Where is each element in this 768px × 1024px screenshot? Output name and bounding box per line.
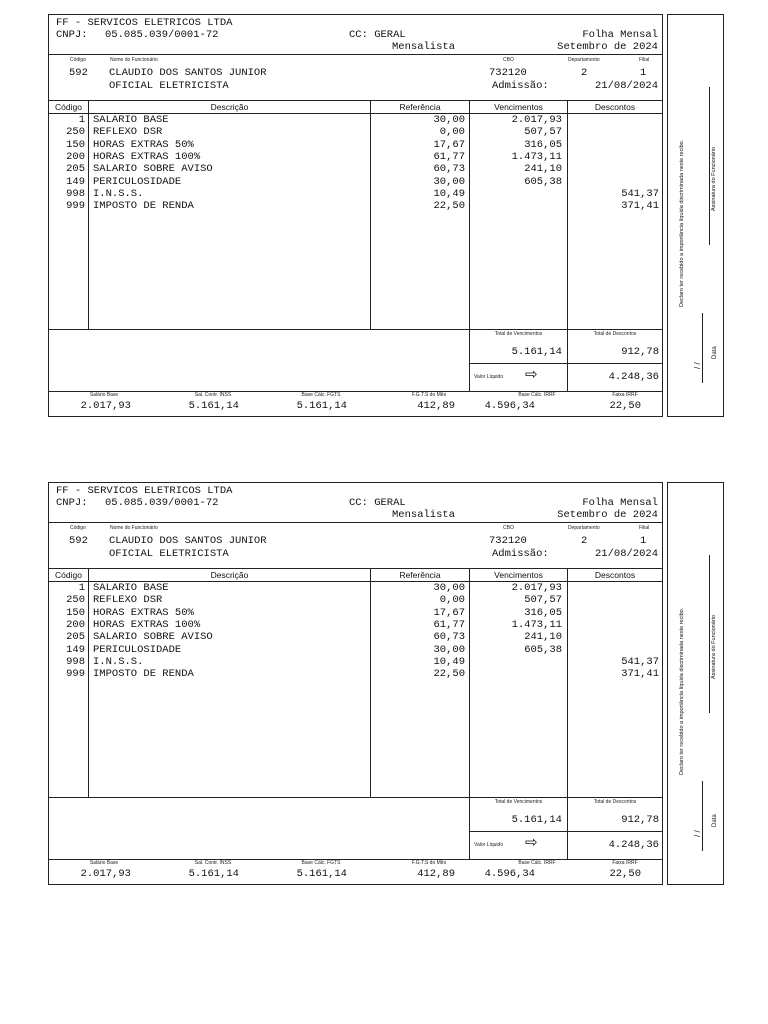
code-label: Código xyxy=(70,525,86,531)
item-ref: 22,50 xyxy=(433,200,465,213)
irrf-base-label: Base Cálc. IRRF xyxy=(518,860,556,866)
item-desc: IMPOSTO DE RENDA xyxy=(93,668,194,681)
payslip-2 xyxy=(48,482,725,885)
employee-type: Mensalista xyxy=(392,41,456,53)
item-ref: 60,73 xyxy=(433,163,465,176)
employee-filial: 1 xyxy=(640,67,647,79)
item-code: 200 xyxy=(66,150,85,163)
total-venc-label: Total de Vencimentos xyxy=(494,799,543,805)
signature-panel xyxy=(667,14,724,417)
irrf-base-value: 4.596,34 xyxy=(484,400,535,412)
employee-filial: 1 xyxy=(640,535,647,547)
signature-label: Assinatura do Funcionário xyxy=(711,147,717,211)
item-desconto: 371,41 xyxy=(621,200,659,213)
item-venc: 2.017,93 xyxy=(511,582,562,594)
total-desc-label: Total de Descontos xyxy=(593,331,637,337)
payslip-main-panel xyxy=(48,14,663,417)
cbo-label: CBO xyxy=(503,57,514,63)
item-desc: I.N.S.S. xyxy=(93,187,144,200)
item-ref: 30,00 xyxy=(433,582,465,594)
fgts-base-value: 5.161,14 xyxy=(296,868,347,880)
col-descontos: Descontos xyxy=(594,102,636,112)
irrf-faixa-label: Faixa IRRF xyxy=(612,860,638,866)
date-label: Data xyxy=(712,346,718,359)
item-venc: 507,57 xyxy=(524,126,562,139)
item-ref: 60,73 xyxy=(433,631,465,644)
item-desc: IMPOSTO DE RENDA xyxy=(93,200,194,213)
employee-dept: 2 xyxy=(581,535,588,547)
item-ref: 61,77 xyxy=(433,618,465,631)
irrf-base-label: Base Cálc. IRRF xyxy=(518,392,556,398)
item-desc: SALARIO BASE xyxy=(93,114,169,126)
company-name: FF - SERVICOS ELETRICOS LTDA xyxy=(56,17,233,29)
fgts-base-label: Base Cálc. FGTS xyxy=(301,860,341,866)
item-ref: 17,67 xyxy=(433,138,465,151)
employee-cbo: 732120 xyxy=(489,67,527,79)
cbo-label: CBO xyxy=(503,525,514,531)
item-ref: 0,00 xyxy=(439,594,465,607)
period: Setembro de 2024 xyxy=(557,41,658,53)
signature-panel xyxy=(667,482,724,885)
arrow-right-icon: ⇨ xyxy=(525,834,538,851)
date-slashes: / / xyxy=(693,830,702,837)
admissao-label: Admissão: xyxy=(492,548,549,560)
inss-label: Sal. Contr. INSS xyxy=(194,860,232,866)
admissao-date: 21/08/2024 xyxy=(594,80,658,92)
item-desc: SALARIO BASE xyxy=(93,582,169,594)
period: Setembro de 2024 xyxy=(557,509,658,521)
item-desc: REFLEXO DSR xyxy=(93,594,163,607)
item-desc: HORAS EXTRAS 50% xyxy=(93,606,194,619)
salario-base-value: 2.017,93 xyxy=(80,868,131,880)
item-venc: 1.473,11 xyxy=(511,618,562,631)
fgts-mes-label: F.G.T.S do Mês xyxy=(411,392,447,398)
total-desc-label: Total de Descontos xyxy=(593,799,637,805)
item-ref: 30,00 xyxy=(433,114,465,126)
total-vencimentos: 5.161,14 xyxy=(511,814,562,826)
item-venc: 241,10 xyxy=(524,163,562,176)
employee-code: 592 xyxy=(69,535,88,547)
employee-dept: 2 xyxy=(581,67,588,79)
item-code: 999 xyxy=(66,200,85,213)
salario-base-value: 2.017,93 xyxy=(80,400,131,412)
item-ref: 10,49 xyxy=(433,187,465,200)
employee-code: 592 xyxy=(69,67,88,79)
payslip-main-panel xyxy=(48,482,663,885)
fgts-base-value: 5.161,14 xyxy=(296,400,347,412)
item-desc: SALARIO SOBRE AVISO xyxy=(93,163,213,176)
item-venc: 2.017,93 xyxy=(511,114,562,126)
item-ref: 22,50 xyxy=(433,668,465,681)
inss-value: 5.161,14 xyxy=(188,400,239,412)
fgts-mes-value: 412,89 xyxy=(417,400,455,412)
item-desconto: 541,37 xyxy=(621,187,659,200)
total-venc-label: Total de Vencimentos xyxy=(494,331,543,337)
col-vencimentos: Vencimentos xyxy=(494,102,543,112)
company-name: FF - SERVICOS ELETRICOS LTDA xyxy=(56,485,233,497)
salario-base-label: Salário Base xyxy=(89,860,119,866)
col-vencimentos: Vencimentos xyxy=(494,570,543,580)
employee-type: Mensalista xyxy=(392,509,456,521)
item-desc: SALARIO SOBRE AVISO xyxy=(93,631,213,644)
item-code: 150 xyxy=(66,138,85,151)
item-desc: PERICULOSIDADE xyxy=(93,175,182,188)
admissao-label: Admissão: xyxy=(492,80,549,92)
item-venc: 1.473,11 xyxy=(511,150,562,163)
irrf-faixa-value: 22,50 xyxy=(609,400,641,412)
fgts-mes-value: 412,89 xyxy=(417,868,455,880)
fgts-base-label: Base Cálc. FGTS xyxy=(301,392,341,398)
cnpj-value: 05.085.039/0001-72 xyxy=(105,29,219,41)
item-code: 149 xyxy=(66,643,85,656)
admissao-date: 21/08/2024 xyxy=(594,548,658,560)
col-referencia: Referência xyxy=(399,570,441,580)
irrf-base-value: 4.596,34 xyxy=(484,868,535,880)
folha-type: Folha Mensal xyxy=(582,29,658,41)
item-venc: 316,05 xyxy=(524,138,562,151)
folha-type: Folha Mensal xyxy=(582,497,658,509)
cnpj-label: CNPJ: xyxy=(56,497,88,509)
fgts-mes-label: F.G.T.S do Mês xyxy=(411,860,447,866)
col-codigo: Código xyxy=(55,570,82,580)
item-code: 205 xyxy=(66,631,85,644)
cnpj-label: CNPJ: xyxy=(56,29,88,41)
item-desconto: 541,37 xyxy=(621,655,659,668)
item-ref: 0,00 xyxy=(439,126,465,139)
filial-label: Filial xyxy=(639,525,650,531)
item-desconto: 371,41 xyxy=(621,668,659,681)
name-label: Nome do Funcionário xyxy=(110,525,158,531)
cost-center: CC: GERAL xyxy=(349,29,406,41)
irrf-faixa-value: 22,50 xyxy=(609,868,641,880)
irrf-faixa-label: Faixa IRRF xyxy=(612,392,638,398)
name-label: Nome do Funcionário xyxy=(110,57,158,63)
item-code: 149 xyxy=(66,175,85,188)
dept-label: Departamento xyxy=(568,57,600,63)
employee-name: CLAUDIO DOS SANTOS JUNIOR xyxy=(109,67,267,79)
employee-role: OFICIAL ELETRICISTA xyxy=(109,548,229,560)
valor-liquido: 4.248,36 xyxy=(608,839,659,851)
total-descontos: 912,78 xyxy=(621,814,659,826)
item-code: 999 xyxy=(66,668,85,681)
item-code: 998 xyxy=(66,187,85,200)
employee-cbo: 732120 xyxy=(489,535,527,547)
item-desc: REFLEXO DSR xyxy=(93,126,163,139)
item-code: 1 xyxy=(78,582,85,594)
item-code: 200 xyxy=(66,618,85,631)
payslip-1 xyxy=(48,14,725,417)
cost-center: CC: GERAL xyxy=(349,497,406,509)
item-venc: 507,57 xyxy=(524,594,562,607)
item-code: 1 xyxy=(78,114,85,126)
item-code: 250 xyxy=(66,126,85,139)
item-venc: 241,10 xyxy=(524,631,562,644)
item-code: 150 xyxy=(66,606,85,619)
total-vencimentos: 5.161,14 xyxy=(511,346,562,358)
item-code: 250 xyxy=(66,594,85,607)
salario-base-label: Salário Base xyxy=(89,392,119,398)
item-desc: I.N.S.S. xyxy=(93,655,144,668)
col-descricao: Descrição xyxy=(210,102,249,112)
item-venc: 605,38 xyxy=(524,643,562,656)
cnpj-value: 05.085.039/0001-72 xyxy=(105,497,219,509)
filial-label: Filial xyxy=(639,57,650,63)
inss-label: Sal. Contr. INSS xyxy=(194,392,232,398)
item-desc: HORAS EXTRAS 50% xyxy=(93,138,194,151)
declaration-text: Declaro ter recebido a importância líquida discriminada neste recibo. xyxy=(679,607,685,775)
inss-value: 5.161,14 xyxy=(188,868,239,880)
total-descontos: 912,78 xyxy=(621,346,659,358)
code-label: Código xyxy=(70,57,86,63)
item-code: 998 xyxy=(66,655,85,668)
dept-label: Departamento xyxy=(568,525,600,531)
item-desc: HORAS EXTRAS 100% xyxy=(93,618,201,631)
item-ref: 10,49 xyxy=(433,655,465,668)
date-slashes: / / xyxy=(693,362,702,369)
item-ref: 61,77 xyxy=(433,150,465,163)
col-descontos: Descontos xyxy=(594,570,636,580)
arrow-right-icon: ⇨ xyxy=(525,366,538,383)
item-ref: 17,67 xyxy=(433,606,465,619)
col-codigo: Código xyxy=(55,102,82,112)
valor-liquido: 4.248,36 xyxy=(608,371,659,383)
col-descricao: Descrição xyxy=(210,570,249,580)
item-desc: PERICULOSIDADE xyxy=(93,643,182,656)
item-ref: 30,00 xyxy=(433,643,465,656)
employee-role: OFICIAL ELETRICISTA xyxy=(109,80,229,92)
item-venc: 605,38 xyxy=(524,175,562,188)
item-venc: 316,05 xyxy=(524,606,562,619)
valor-liquido-label: Valor Líquido xyxy=(474,374,504,380)
signature-label: Assinatura do Funcionário xyxy=(711,615,717,679)
employee-name: CLAUDIO DOS SANTOS JUNIOR xyxy=(109,535,267,547)
valor-liquido-label: Valor Líquido xyxy=(474,842,504,848)
declaration-text: Declaro ter recebido a importância líquida discriminada neste recibo. xyxy=(679,139,685,307)
item-code: 205 xyxy=(66,163,85,176)
item-desc: HORAS EXTRAS 100% xyxy=(93,150,201,163)
date-label: Data xyxy=(712,814,718,827)
col-referencia: Referência xyxy=(399,102,441,112)
item-ref: 30,00 xyxy=(433,175,465,188)
